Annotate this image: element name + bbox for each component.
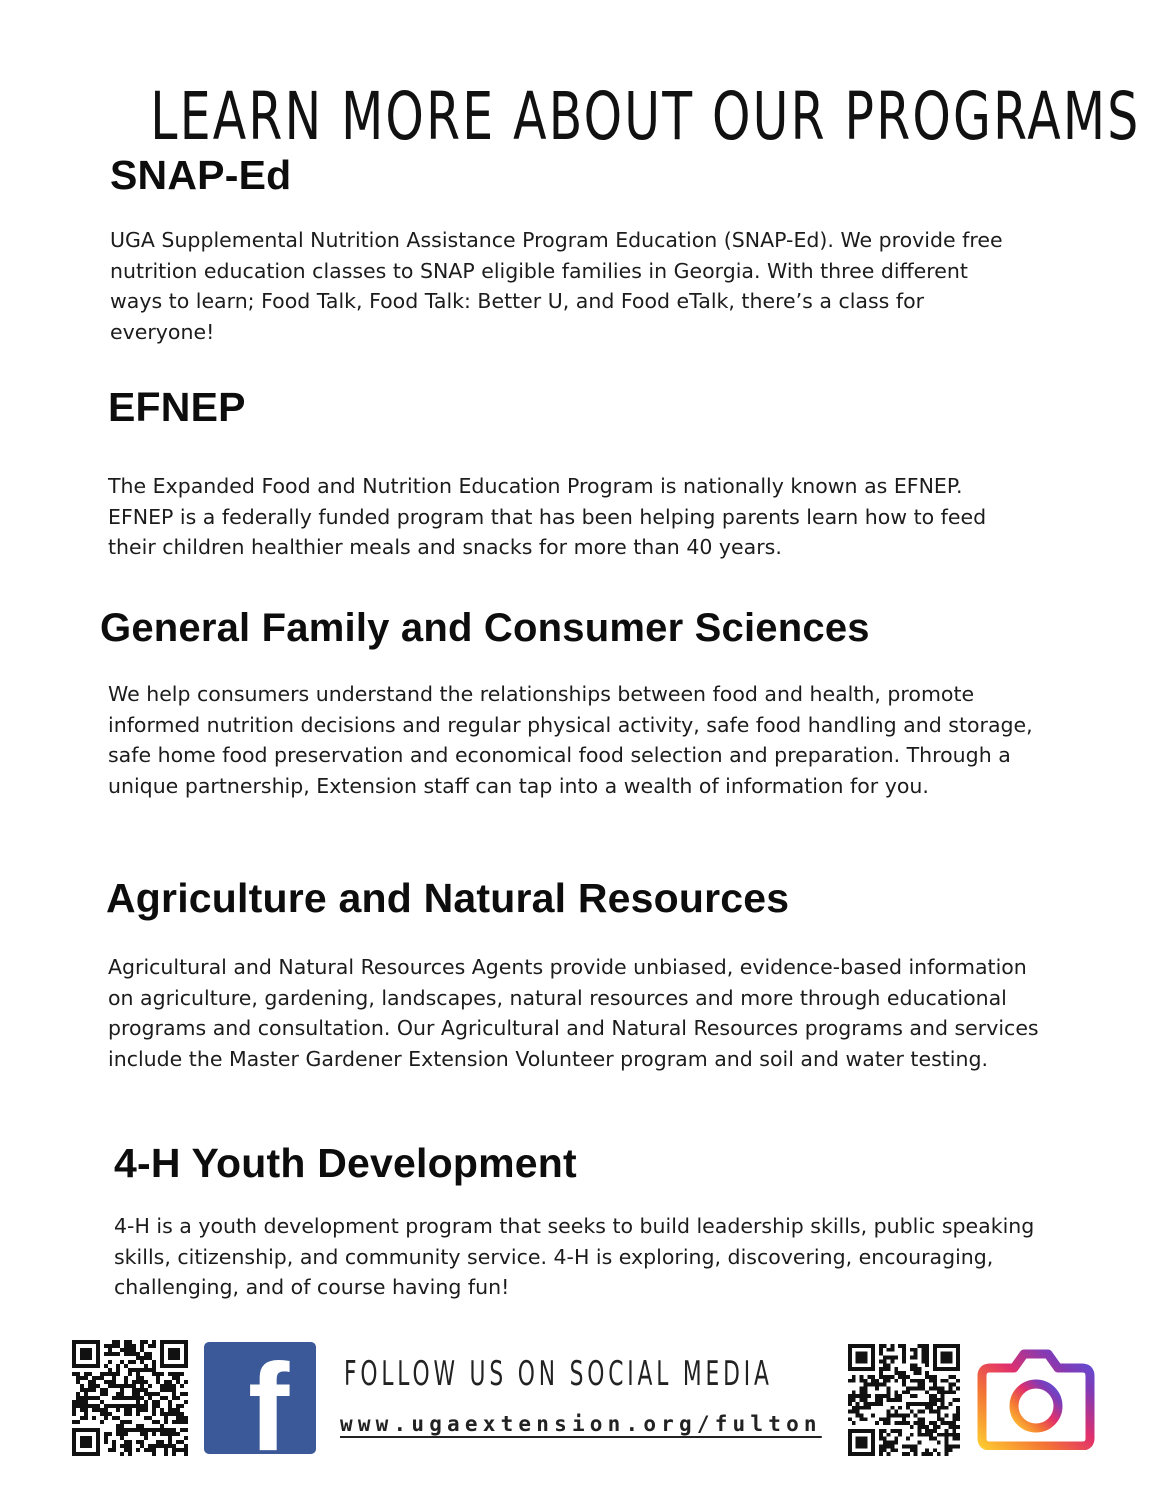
section-heading: General Family and Consumer Sciences [100, 606, 870, 650]
section-body: We help consumers understand the relationships between food and health, promote informed nutrition decisions and regular physical activity, safe food handling and storage, safe home food preservation and economical food selection and preparation. Through a unique partnership, Extension staff can tap into a wealth of information for you. [108, 682, 1033, 798]
page-title: LEARN MORE ABOUT OUR PROGRAMS [150, 78, 1141, 156]
facebook-letter: f [248, 1342, 290, 1454]
follow-us-text: FOLLOW US ON SOCIAL MEDIA [344, 1354, 773, 1394]
section-heading: SNAP-Ed [110, 152, 292, 198]
section-heading: EFNEP [108, 384, 246, 430]
section-snap-ed [110, 152, 1010, 347]
qr-code-icon[interactable] [72, 1340, 188, 1456]
section-efnep [108, 384, 1028, 563]
section-agriculture-natural-resources [106, 875, 1056, 1074]
facebook-icon[interactable] [204, 1342, 316, 1454]
section-heading: 4-H Youth Development [114, 1140, 577, 1186]
social-footer [0, 1336, 1156, 1456]
section-family-consumer-sciences [100, 606, 1060, 801]
section-4h-youth-development [114, 1140, 1064, 1303]
section-body: Agricultural and Natural Resources Agents provide unbiased, evidence-based information on agriculture, gardening, landscapes, natural resources and more through educational programs and consultation. Our Agricultural and Natural Resources programs and services include the Master Gardener Extension Volunteer program and soil and water testing. [108, 955, 1039, 1071]
section-body: UGA Supplemental Nutrition Assistance Program Education (SNAP-Ed). We provide free nutrition education classes to SNAP eligible families in Georgia. With three different ways to learn; Food Talk, Food Talk: Better U, and Food eTalk, there’s a class for everyone! [110, 228, 1003, 344]
website-link[interactable]: www.ugaextension.org/fulton [340, 1412, 822, 1436]
section-body: The Expanded Food and Nutrition Education Program is nationally known as EFNEP. EFNEP is a federally funded program that has been helping parents learn how to feed their children healthier meals and snacks for more than 40 years. [108, 474, 987, 559]
section-heading: Agriculture and Natural Resources [106, 875, 790, 921]
qr-code-icon[interactable] [848, 1344, 960, 1456]
section-body: 4-H is a youth development program that seeks to build leadership skills, public speaking skills, citizenship, and community service. 4-H is exploring, discovering, encouraging, challenging, and of course having fun! [114, 1214, 1035, 1299]
instagram-icon[interactable] [976, 1346, 1096, 1450]
